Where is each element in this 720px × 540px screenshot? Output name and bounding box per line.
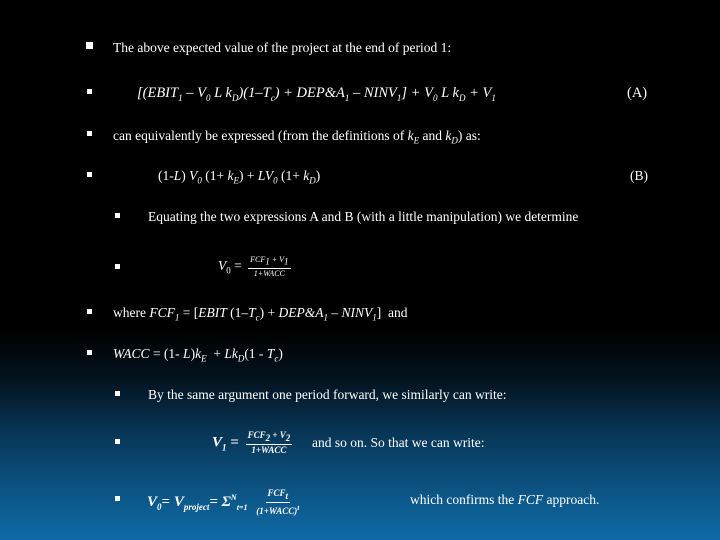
text-line-9: By the same argument one period forward, we similarly can write: [148, 387, 507, 402]
bullet-6 [115, 264, 120, 269]
bullet-3 [87, 131, 92, 136]
equation-v1: $V_1$ = $\frac{FCF_2 + V_2}{\text{1+WACC}}$ [212, 430, 291, 455]
equation-v0: $V_0$ = $\frac{FCF_1 + V_1}{\text{1+WACC}}$ [218, 255, 289, 278]
text-line-11-suffix: which confirms the FCF approach. [410, 492, 600, 507]
text-line-1: The above expected value of the project at the end of period 1: [113, 40, 452, 55]
equation-b: (1-L) $V_0$ $(1+ k_E) + LV_0$ $(1+ k_D)$ [158, 168, 321, 186]
bullet-11 [115, 496, 120, 501]
equation-sum: $V_0= V_{project}= \Sigma^N_{t=1}$ $\frac{FCF_t}{(1+WACC)^t}$ [147, 488, 300, 516]
text-line-3: can equivalently be expressed (from the definitions of $k_E$ and $k_D$) as: [113, 128, 481, 146]
equation-a-label: (A) [627, 85, 648, 101]
bullet-10 [115, 439, 120, 444]
bullet-7 [87, 309, 92, 314]
bullet-1 [86, 42, 93, 49]
text-line-7: where $FCF_1$ = [EBIT $(1-T_c)$ + $DEP\&A_1$ – $NINV_1$] and [113, 305, 408, 323]
bullet-8 [87, 350, 92, 355]
text-line-8: WACC = (1- $L)k_E + Lk_D(1 - T_c)$ [113, 346, 283, 364]
bullet-9 [115, 391, 120, 396]
bullet-2 [87, 89, 92, 94]
text-line-10-suffix: and so on. So that we can write: [312, 435, 485, 450]
text-line-5: Equating the two expressions A and B (with a little manipulation) we determine [148, 209, 579, 224]
equation-a: [($EBIT_1 - V_0$ L $k_D)(1-T_c)$ + $DEP\&A_1$ – $NINV_1] + V_0$ L $k_D + V_1$ [137, 85, 496, 103]
bullet-4 [87, 172, 92, 177]
bullet-5 [115, 213, 120, 218]
equation-b-label: (B) [630, 168, 648, 183]
